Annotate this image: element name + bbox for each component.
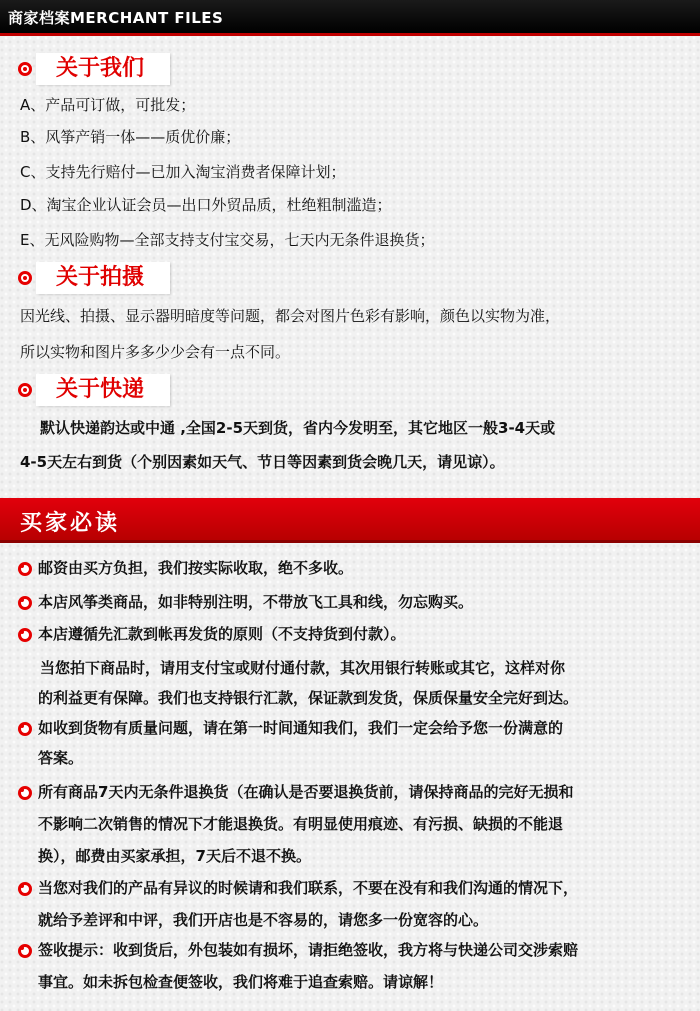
about-photo-title: 关于拍摄 (36, 262, 170, 294)
red-dot-icon (18, 271, 32, 285)
red-dot-icon (18, 628, 32, 642)
header-title: 商家档案MERCHANT FILES (8, 9, 224, 27)
about-photo-line-2: 所以实物和图片多多少少会有一点不同。 (20, 343, 291, 361)
notice-return-line-1: 所有商品7天内无条件退换货（在确认是否要退换货前，请保持商品的完好无损和 (38, 783, 574, 801)
about-us-line-b: B、风筝产销一体——质优价廉； (20, 128, 241, 146)
buyer-notice-banner (0, 498, 700, 543)
notice-dispute-line-1: 当您对我们的产品有异议的时候请和我们联系，不要在没有和我们沟通的情况下， (38, 879, 579, 897)
notice-kite-tools: 本店风筝类商品，如非特别注明，不带放飞工具和线，勿忘购买。 (38, 593, 474, 611)
notice-quality-line-1: 如收到货物有质量问题，请在第一时间通知我们，我们一定会给予您一份满意的 (38, 719, 564, 737)
red-dot-icon (18, 944, 32, 958)
red-dot-icon (18, 383, 32, 397)
notice-dispute-line-2: 就给予差评和中评，我们开店也是不容易的，请您多一份宽容的心。 (38, 911, 489, 929)
about-us-line-d: D、淘宝企业认证会员—出口外贸品质，杜绝粗制滥造； (20, 196, 392, 214)
merchant-files-header (0, 0, 700, 36)
red-dot-icon (18, 596, 32, 610)
notice-return-line-2: 不影响二次销售的情况下才能退换货。有明显使用痕迹、有污损、缺损的不能退 (38, 815, 564, 833)
about-us-line-e: E、无风险购物—全部支持支付宝交易，七天内无条件退换货； (20, 231, 435, 249)
about-us-line-a: A、产品可订做，可批发； (20, 96, 196, 114)
about-photo-line-1: 因光线、拍摄、显示器明暗度等问题，都会对图片色彩有影响，颜色以实物为准， (20, 307, 561, 325)
about-delivery-line-1: 默认快递韵达或中通 ,全国2-5天到货，省内今发明至，其它地区一般3-4天或 (40, 419, 556, 437)
notice-signing-line-1: 签收提示：收到货后，外包装如有损坏，请拒绝签收，我方将与快递公司交涉索赔 (38, 941, 579, 959)
red-dot-icon (18, 882, 32, 896)
about-delivery-line-2: 4-5天左右到货（个别因素如天气、节日等因素到货会晚几天，请见谅）。 (20, 453, 505, 471)
red-dot-icon (18, 562, 32, 576)
notice-postage: 邮资由买方负担，我们按实际收取，绝不多收。 (38, 559, 354, 577)
red-dot-icon (18, 62, 32, 76)
notice-return-line-3: 换），邮费由买家承担，7天后不退不换。 (38, 847, 311, 865)
buyer-notice-title: 买家必读 (20, 511, 121, 536)
red-dot-icon (18, 722, 32, 736)
notice-payment-line-1: 当您拍下商品时，请用支付宝或财付通付款，其次用银行转账或其它，这样对你 (40, 659, 566, 677)
notice-signing-line-2: 事宜。如未拆包检查便签收，我们将难于追查索赔。请谅解！ (38, 973, 444, 991)
about-delivery-title: 关于快递 (36, 374, 170, 406)
red-dot-icon (18, 786, 32, 800)
about-us-title: 关于我们 (36, 53, 170, 85)
notice-quality-line-2: 答案。 (38, 749, 84, 767)
notice-prepay: 本店遵循先汇款到帐再发货的原则（不支持货到付款）。 (38, 625, 406, 643)
about-us-line-c: C、支持先行赔付—已加入淘宝消费者保障计划； (20, 163, 346, 181)
notice-payment-line-2: 的利益更有保障。我们也支持银行汇款，保证款到发货，保质保量安全完好到达。 (38, 689, 579, 707)
